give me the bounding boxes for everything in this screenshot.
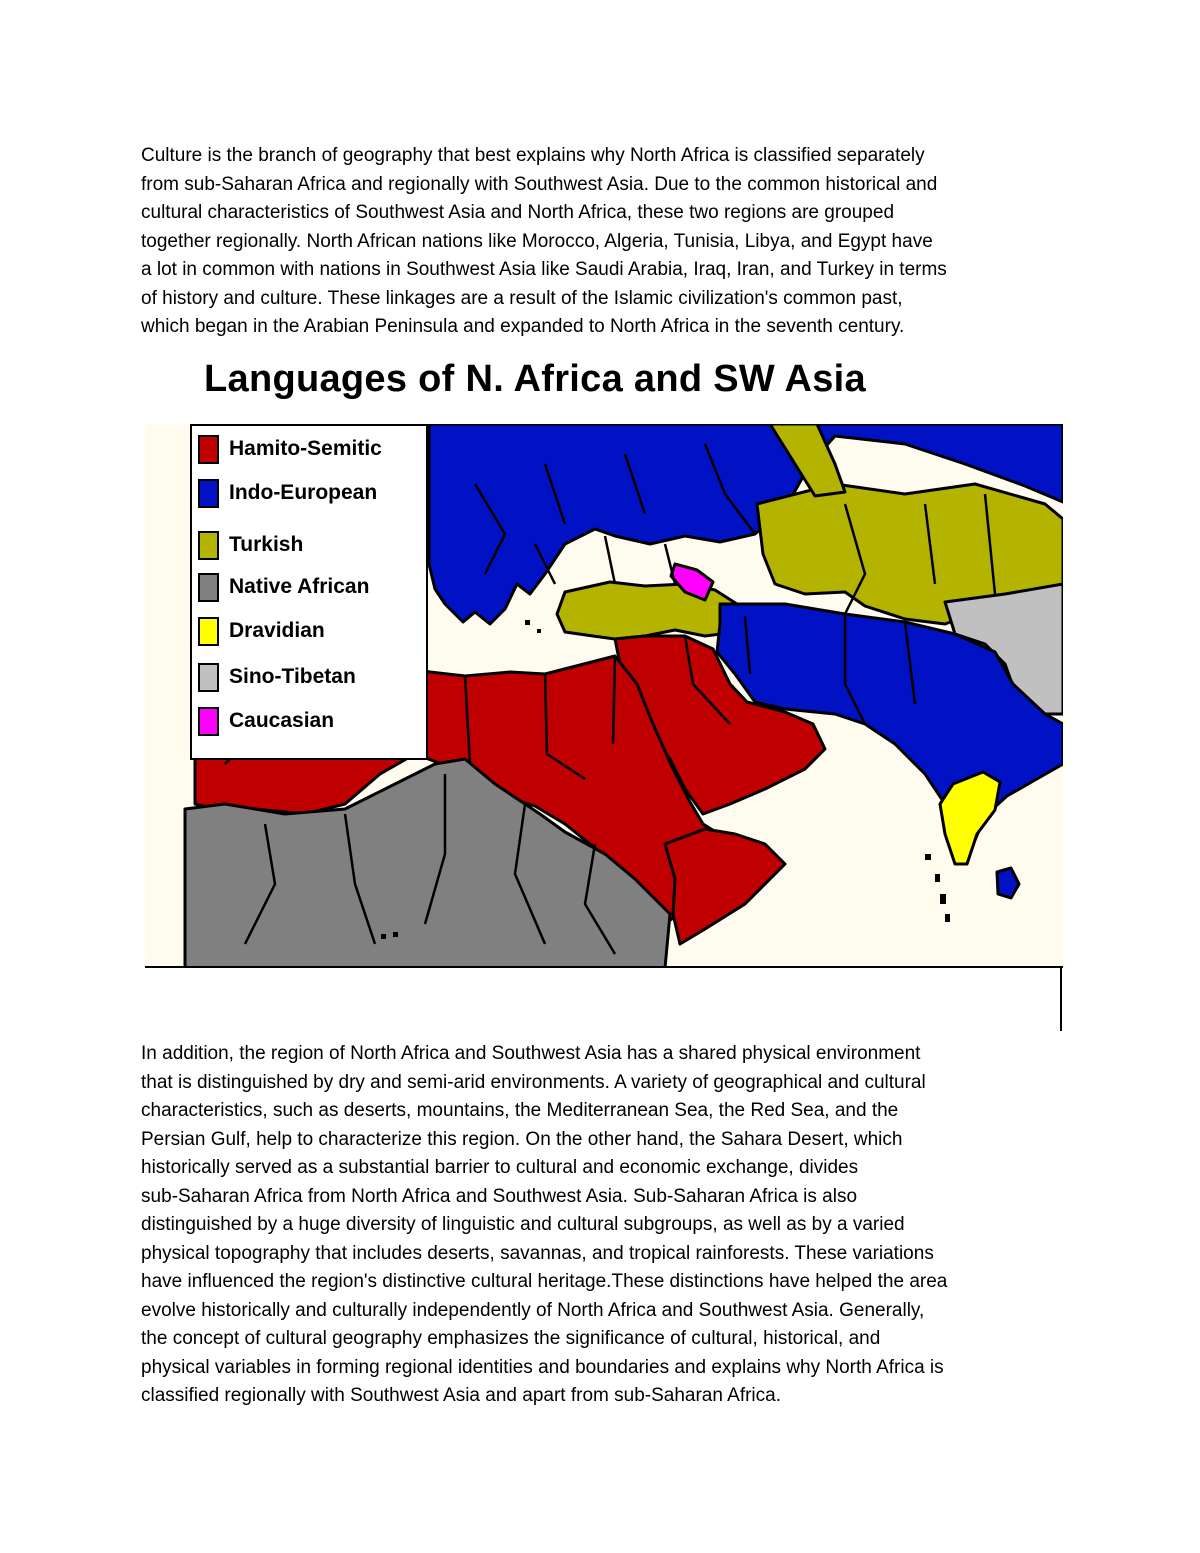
legend-item-sino-tibetan xyxy=(198,662,356,692)
map-right-rule xyxy=(1060,968,1062,1031)
legend-swatch xyxy=(198,663,219,692)
paragraph-line: physical variables in forming regional identities and boundaries and explains why North Africa is xyxy=(141,1356,944,1378)
legend-label: Native African xyxy=(229,575,370,598)
intro-paragraph xyxy=(141,142,1071,342)
paragraph-line: classified regionally with Southwest Asia and apart from sub-Saharan Africa. xyxy=(141,1385,781,1406)
legend-item-indo-european xyxy=(198,478,377,508)
legend-label: Indo-European xyxy=(229,481,378,504)
paragraph-line: together regionally. North African nations like Morocco, Algeria, Tunisia, Libya, and Egypt have xyxy=(141,230,933,252)
legend-label: Hamito-Semitic xyxy=(229,437,382,460)
paragraph-line: of history and culture. These linkages are a result of the Islamic civilization's common past, xyxy=(141,287,903,309)
legend-label: Sino-Tibetan xyxy=(229,665,356,688)
legend-item-dravidian xyxy=(198,616,325,646)
paragraph-line: physical topography that includes deserts, savannas, and tropical rainforests. These variations xyxy=(141,1242,934,1264)
paragraph-line: a lot in common with nations in Southwest Asia like Saudi Arabia, Iraq, Iran, and Turkey in terms xyxy=(141,259,947,280)
paragraph-line: evolve historically and culturally independently of North Africa and Southwest Asia. Generally, xyxy=(141,1299,925,1321)
paragraph-line: the concept of cultural geography emphasizes the significance of cultural, historical, and xyxy=(141,1328,881,1349)
legend-label: Caucasian xyxy=(229,709,335,732)
legend-label: Turkish xyxy=(229,533,304,556)
legend-swatch xyxy=(198,479,219,508)
map-legend xyxy=(190,424,428,760)
legend-swatch xyxy=(198,573,219,602)
legend-label: Dravidian xyxy=(229,619,325,642)
paragraph-line: Persian Gulf, help to characterize this region. On the other hand, the Sahara Desert, which xyxy=(141,1128,903,1150)
legend-swatch xyxy=(198,435,219,464)
legend-item-caucasian xyxy=(198,706,334,736)
legend-item-native-african xyxy=(198,572,369,602)
paragraph-line: that is distinguished by dry and semi-arid environments. A variety of geographical and cultural xyxy=(141,1071,926,1093)
paragraph-line: from sub-Saharan Africa and regionally with Southwest Asia. Due to the common historical and xyxy=(141,173,938,195)
legend-swatch xyxy=(198,531,219,560)
legend-swatch xyxy=(198,617,219,646)
map-title: Languages of N. Africa and SW Asia xyxy=(204,358,866,400)
paragraph-line: characteristics, such as deserts, mountains, the Mediterranean Sea, the Red Sea, and the xyxy=(141,1100,899,1121)
paragraph-line: which began in the Arabian Peninsula and expanded to North Africa in the seventh century. xyxy=(141,316,905,337)
paragraph-line: have influenced the region's distinctive cultural heritage.These distinctions have helped the area xyxy=(141,1271,948,1292)
paragraph-line: Culture is the branch of geography that best explains why North Africa is classified separately xyxy=(141,145,925,166)
legend-item-hamito-semitic xyxy=(198,434,382,464)
paragraph-line: distinguished by a huge diversity of linguistic and cultural subgroups, as well as by a varied xyxy=(141,1214,905,1235)
body-paragraph xyxy=(141,1040,1071,1411)
paragraph-line: sub-Saharan Africa from North Africa and Southwest Asia. Sub-Saharan Africa is also xyxy=(141,1185,858,1207)
paragraph-line: In addition, the region of North Africa and Southwest Asia has a shared physical environment xyxy=(141,1043,921,1064)
legend-swatch xyxy=(198,707,219,736)
paragraph-line: historically served as a substantial barrier to cultural and economic exchange, divides xyxy=(141,1157,859,1178)
legend-item-turkish xyxy=(198,530,303,560)
paragraph-line: cultural characteristics of Southwest Asia and North Africa, these two regions are grouped xyxy=(141,202,895,223)
